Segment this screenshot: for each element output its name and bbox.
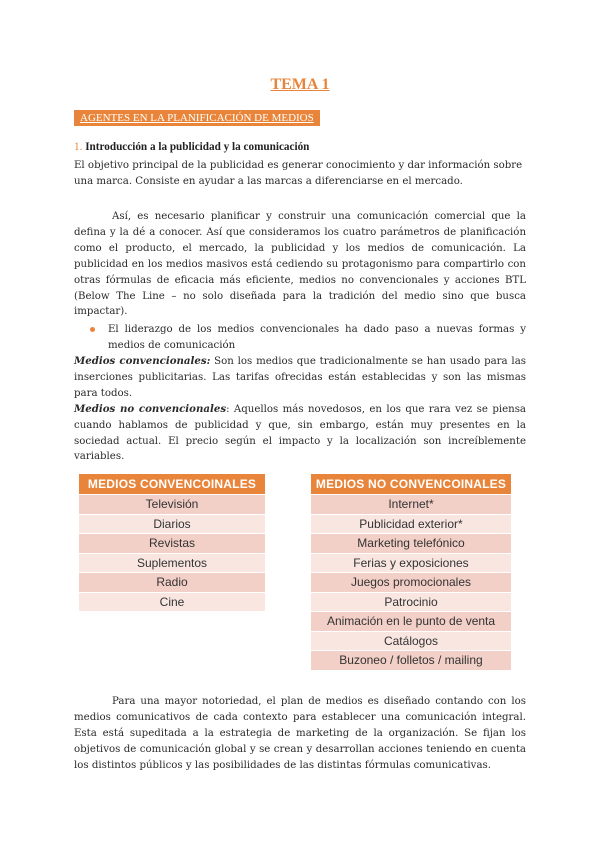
table-row: Televisión [79,494,265,514]
table-row: Marketing telefónico [311,533,511,553]
table-header: MEDIOS CONVENCOINALES [79,474,265,494]
bullet-item [94,322,526,354]
table-row: Publicidad exterior* [311,514,511,534]
conventional-media-table [79,474,265,611]
definition-term: Medios convencionales: [74,355,211,367]
bullet-dot-icon [90,327,95,332]
subsection-heading [74,141,309,153]
section-heading: AGENTES EN LA PLANIFICACIÓN DE MEDIOS [74,110,320,126]
table-row: Suplementos [79,553,265,573]
table-row: Revistas [79,533,265,553]
page-title: TEMA 1 [270,76,330,93]
paragraph-intro: El objetivo principal de la publicidad es generar conocimiento y dar información sobre una marca. Consiste en ayudar a las marcas a diferenciarse en el mercado. [74,160,523,187]
table-row: Ferias y exposiciones [311,553,511,573]
definition-text: : Aquellos más novedosos, en los que rara vez se piensa cuando hablamos de publicidad y que, sin embargo, están muy presentes en la sociedad actual. El precio según el impacto y la localización son increíblemente variables. [74,403,527,463]
table-row: Buzoneo / folletos / mailing [311,650,511,670]
table-row: Internet* [311,494,511,514]
paragraph-media-plan: Para una mayor notoriedad, el plan de medios es diseñado contando con los medios comunicativos de cada contexto para establecer una comunicación integral. Esta está supeditada a la estrategia de marketing de la organización. Se fijan los objetivos de comunicación global y se crean y desarrollan acciones teniendo en cuenta los distintos públicos y las posibilidades de las distintas fórmulas comunicativas. [74,696,526,771]
definition-term: Medios no convencionales [74,402,227,415]
table-row: Radio [79,572,265,592]
paragraph-planning: Así, es necesario planificar y construir una comunicación comercial que la defina y la dé a conocer. Así que consideramos los cuatro parámetros de planificación como el producto, el mercado, la publicidad y los medios de comunicación. La publicidad en los medios masivos está cediendo su protagonismo para compartirlo con otras fórmulas de eficacia más eficiente, medios no convencionales y acciones BTL (Below The Line – no solo diseñada para la tradición del medio sino que busca impactar). [74,211,526,318]
table-row: Animación en le punto de venta [311,611,511,631]
bullet-text: El liderazgo de los medios convencionales ha dado paso a nuevas formas y medios de comunicación [108,324,526,351]
definitions [74,354,526,465]
table-row: Diarios [79,514,265,534]
definition-non-conventional [74,402,526,466]
definition-conventional [74,354,526,402]
table-row: Cine [79,592,265,612]
subsection-title: Introducción a la publicidad y la comunicación [85,141,310,153]
definition-text: Son los medios que tradicionalmente se han usado para las inserciones publicitarias. Las tarifas ofrecidas están establecidas y son las mismas para todos. [74,356,526,399]
table-header: MEDIOS NO CONVENCOINALES [311,474,511,494]
table-row: Juegos promocionales [311,572,511,592]
table-row: Patrocinio [311,592,511,612]
subsection-number: 1. [74,141,83,153]
table-row: Catálogos [311,631,511,651]
non-conventional-media-table [311,474,511,670]
